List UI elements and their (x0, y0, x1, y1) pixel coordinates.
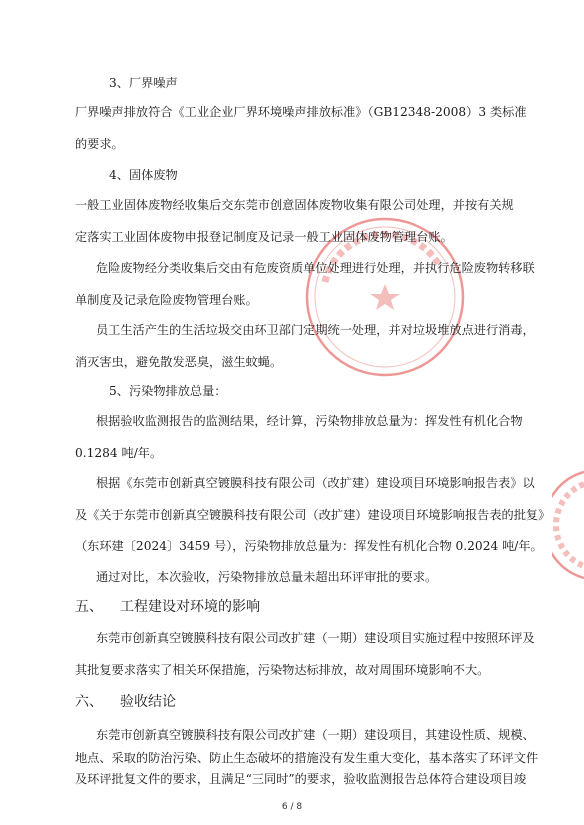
solid-waste-paragraph-1-line-2: 定落实工业固体废物申报登记制度及记录一般工业固体废物管理台账。 (75, 230, 453, 244)
environment-impact-line-1: 东莞市创新真空镀膜科技有限公司改扩建（一期）建设项目实施过程中按照环评及 (96, 631, 535, 645)
eia-reference-line-1: 根据《东莞市创新真空镀膜科技有限公司（改扩建）建设项目环境影响报告表》以 (96, 476, 535, 490)
partial-seal-stamp (552, 470, 584, 580)
comparison-line: 通过对比，本次验收，污染物排放总量未超出环评审批的要求。 (96, 570, 438, 584)
chapter-5-title: 工程建设对环境的影响 (120, 599, 260, 615)
conclusion-line-3: 及环评批复文件的要求，且满足“三同时”的要求，验收监测报告总体符合建设项目竣 (75, 772, 527, 786)
section-title-pollutant-total: 5、污染物排放总量： (109, 384, 227, 398)
section-title-noise: 3、厂界噪声 (109, 76, 178, 90)
hazardous-waste-line-2: 单制度及记录危险废物管理台账。 (75, 293, 258, 307)
eia-reference-line-2: 及《关于东莞市创新真空镀膜科技有限公司（改扩建）建设项目环境影响报告表的批复》 (75, 508, 551, 522)
pollutant-total-line-2: 0.1284 吨/年。 (75, 446, 163, 460)
conclusion-line-2: 地点、采取的防治污染、防止生态破坏的措施没有发生重大变化，基本落实了环评文件 (75, 751, 539, 765)
solid-waste-paragraph-1-line-1: 一般工业固体废物经收集后交东莞市创意固体废物收集有限公司处理，并按有关规 (75, 198, 514, 212)
chapter-5-number: 五、 (75, 599, 103, 615)
domestic-waste-line-2: 消灭害虫，避免散发恶臭，滋生蚊蝇。 (75, 355, 283, 369)
pollutant-total-line-1: 根据验收监测报告的监测结果，经计算，污染物排放总量为：挥发性有机化合物 (96, 414, 523, 428)
page-number: 6 / 8 (281, 802, 303, 812)
domestic-waste-line-1: 员工生活产生的生活垃圾交由环卫部门定期统一处理，并对垃圾堆放点进行消毒， (96, 323, 535, 337)
conclusion-line-1: 东莞市创新真空镀膜科技有限公司改扩建（一期）建设项目，其建设性质、规模、 (96, 728, 535, 742)
hazardous-waste-line-1: 危险废物经分类收集后交由有危废资质单位处理进行处理，并执行危险废物转移联 (96, 261, 535, 275)
section-title-solid-waste: 4、固体废物 (109, 168, 178, 182)
noise-paragraph-line-2: 的要求。 (75, 137, 124, 151)
chapter-6-number: 六、 (75, 694, 103, 710)
chapter-6-title: 验收结论 (120, 694, 176, 710)
eia-reference-line-3: （东环建〔2024〕3459 号），污染物排放总量为：挥发性有机化合物 0.2024 吨/年。 (75, 539, 543, 553)
noise-paragraph-line-1: 厂界噪声排放符合《工业企业厂界环境噪声排放标准》（GB12348-2008）3 类标准 (75, 105, 527, 119)
environment-impact-line-2: 其批复要求落实了相关环保措施，污染物达标排放，故对周围环境影响不大。 (75, 663, 490, 677)
